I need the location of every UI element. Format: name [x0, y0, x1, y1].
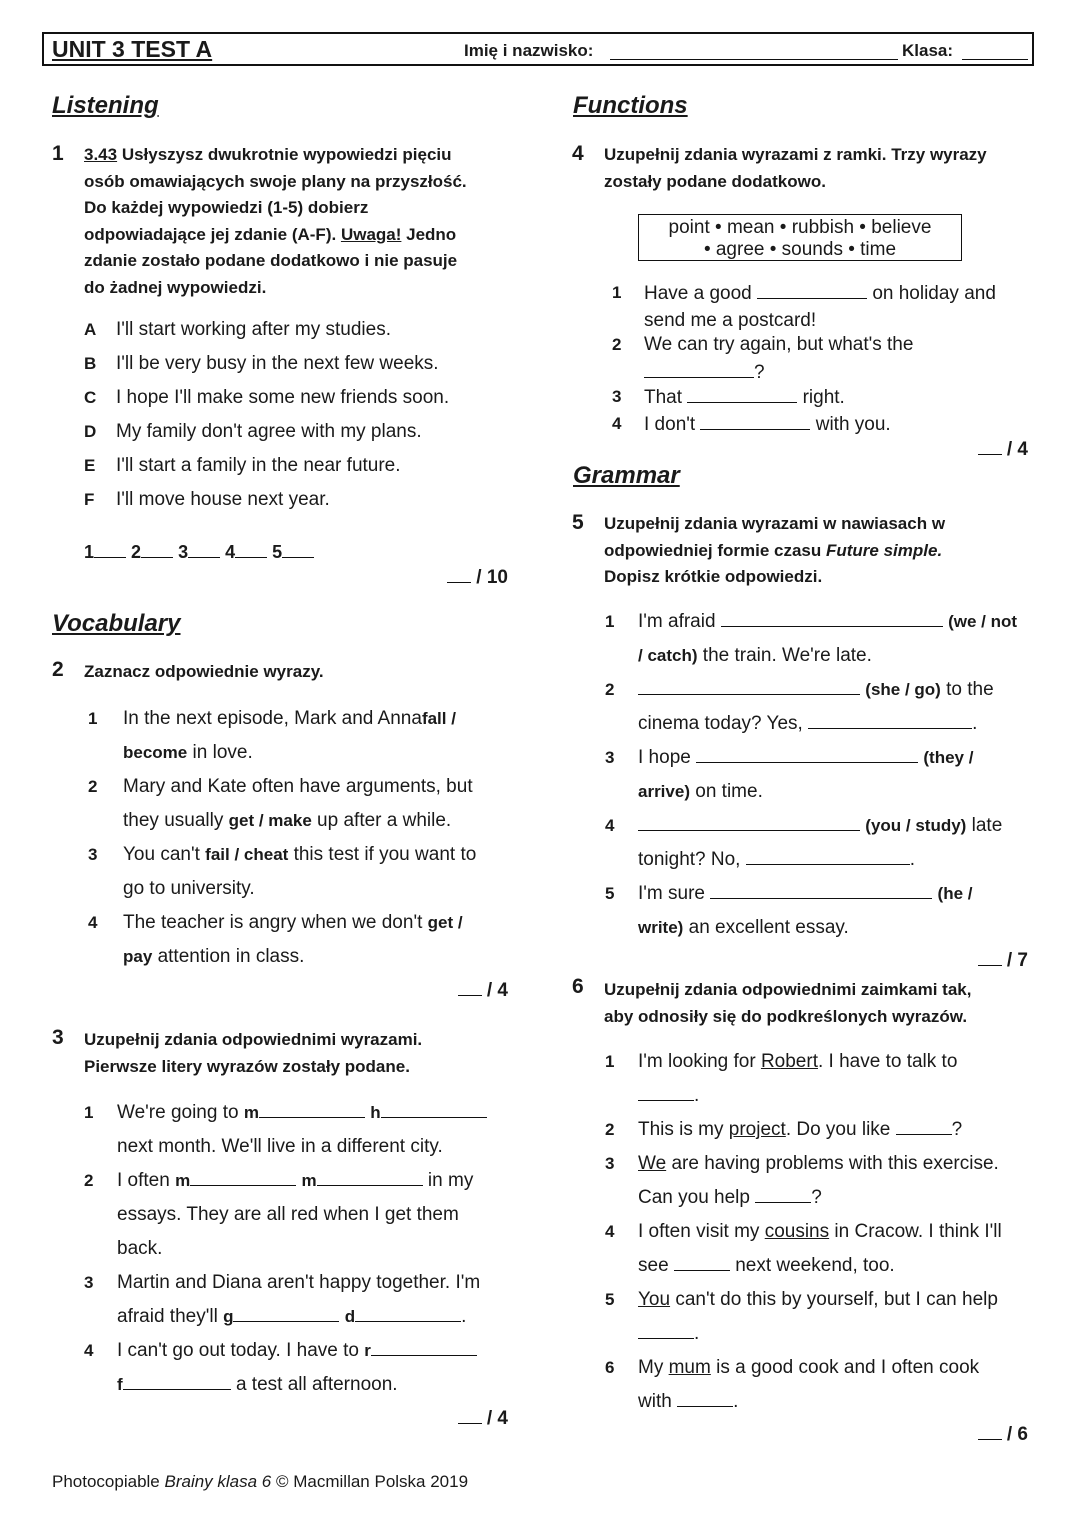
ex6-item-6	[605, 1351, 1035, 1419]
item-text: is a good cook and I often cook	[710, 1357, 980, 1378]
option-letter: F	[84, 490, 95, 509]
item-text: the train. We're late.	[697, 645, 872, 666]
option-letter: A	[84, 320, 97, 339]
item-num: 3	[612, 387, 622, 406]
first-letter: m	[175, 1171, 191, 1190]
exercise-1-instruction	[84, 142, 514, 301]
ex6-item-3	[605, 1147, 1035, 1215]
listening-options	[84, 313, 524, 517]
item-text: Can you help	[638, 1187, 750, 1208]
item-text: .	[972, 713, 978, 734]
instr-text: Uzupełnij zdania wyrazami z ramki. Trzy wyrazy	[604, 145, 987, 164]
first-letter: f	[117, 1375, 123, 1394]
instr-text: Dopisz krótkie odpowiedzi.	[604, 567, 823, 586]
item-num: 6	[605, 1358, 615, 1377]
word-blank[interactable]	[190, 1167, 296, 1186]
pronoun-blank[interactable]	[674, 1252, 730, 1271]
score-total: / 10	[476, 567, 508, 588]
underlined-word: We	[638, 1153, 667, 1174]
exercise-5-number: 5	[572, 511, 584, 534]
option-text: My family don't agree with my plans.	[116, 421, 422, 442]
item-text: That	[644, 387, 683, 408]
tense-name: Future simple.	[825, 540, 943, 560]
item-text: I'm looking for	[638, 1051, 761, 1072]
option-f	[84, 483, 524, 517]
word-choice[interactable]: get / make	[228, 811, 312, 830]
item-text: in my	[427, 1170, 474, 1191]
score-blank[interactable]	[458, 1407, 482, 1424]
ex5-item-3	[605, 741, 1035, 809]
item-text: I hope	[638, 747, 691, 768]
item-text: up after a while.	[311, 810, 452, 831]
first-letter: m	[301, 1171, 317, 1190]
exercise-4-instruction	[604, 142, 1044, 195]
footer-text: © Macmillan Polska 2019	[271, 1472, 469, 1491]
answer-row	[84, 535, 314, 569]
ex6-item-2	[605, 1113, 1035, 1147]
item-text: in Cracow. I think I'll	[829, 1221, 1002, 1242]
instr-text: Uzupełnij zdania odpowiednimi zaimkami tak,	[604, 980, 972, 999]
answer-blank[interactable]	[235, 539, 267, 558]
exercise-5-items	[605, 605, 1035, 945]
item-num: 3	[605, 1154, 615, 1173]
option-letter: B	[84, 354, 97, 373]
pronoun-blank[interactable]	[638, 1320, 694, 1339]
item-text: attention in class.	[152, 946, 305, 967]
verb-hint: (she / go)	[865, 680, 941, 699]
answer-num: 1	[84, 542, 95, 562]
score-blank[interactable]	[458, 979, 482, 996]
item-text: This is my	[638, 1119, 729, 1140]
score-ex2	[400, 979, 508, 1002]
item-num: 5	[605, 884, 615, 903]
instr-text: Jedno	[401, 224, 457, 244]
exercise-2-items	[88, 702, 518, 974]
exercise-3-number: 3	[52, 1026, 64, 1049]
answer-blank[interactable]	[141, 539, 173, 558]
short-answer-blank[interactable]	[746, 846, 910, 865]
item-text: late	[966, 815, 1003, 836]
ex3-item-4	[84, 1334, 524, 1402]
word-blank[interactable]	[317, 1167, 423, 1186]
item-num: 3	[84, 1273, 94, 1292]
item-text: next weekend, too.	[735, 1255, 895, 1276]
item-text: The teacher is angry when we don't	[123, 912, 428, 933]
answer-blank[interactable]	[638, 812, 860, 831]
item-text: on time.	[689, 781, 763, 802]
pronoun-blank[interactable]	[677, 1388, 733, 1407]
vocabulary-title: Vocabulary	[52, 610, 181, 637]
word-box	[638, 214, 962, 261]
item-text: on holiday and	[872, 283, 996, 304]
item-text: We can try again, but what's the	[644, 334, 914, 355]
item-num: 2	[605, 1120, 615, 1139]
item-text: I don't	[644, 413, 696, 435]
first-letter: h	[370, 1103, 381, 1122]
score-blank[interactable]	[978, 1423, 1002, 1440]
exercise-5-instruction	[604, 511, 1044, 591]
score-total: / 4	[486, 980, 508, 1001]
word-box-line: point • mean • rubbish • believe	[668, 217, 932, 238]
exercise-6-number: 6	[572, 975, 584, 998]
verb-hint: (we / not	[948, 612, 1018, 631]
option-e	[84, 449, 524, 483]
word-choice[interactable]: get /	[427, 913, 463, 932]
ex4-item-1	[612, 280, 1042, 332]
pronoun-blank[interactable]	[638, 1082, 694, 1101]
item-text: ?	[754, 361, 765, 383]
answer-blank[interactable]	[710, 880, 932, 899]
item-text: send me a postcard!	[644, 309, 817, 331]
item-text: .	[694, 1085, 700, 1106]
score-total: / 4	[486, 1408, 508, 1429]
option-letter: E	[84, 456, 96, 475]
item-text: see	[638, 1255, 669, 1276]
item-text: .	[733, 1391, 739, 1412]
test-title: UNIT 3 TEST A	[52, 36, 213, 62]
item-text: with you.	[815, 413, 891, 435]
item-text: . Do you like	[785, 1119, 891, 1140]
item-text: next month. We'll live in a different city.	[117, 1136, 443, 1157]
ex4-item-2	[612, 332, 1042, 384]
score-blank[interactable]	[978, 438, 1002, 455]
option-b	[84, 347, 524, 381]
instr-text: osób omawiających swoje plany na przyszłość.	[84, 171, 467, 191]
item-num: 4	[88, 913, 98, 932]
answer-blank[interactable]	[282, 539, 314, 558]
item-num: 4	[612, 413, 622, 433]
item-text: ?	[951, 1119, 963, 1140]
item-num: 4	[605, 1222, 615, 1241]
listening-title: Listening	[52, 92, 159, 119]
option-a	[84, 313, 524, 347]
item-text: ?	[811, 1187, 822, 1208]
item-text: tonight? No,	[638, 849, 741, 870]
ex2-item-1	[88, 702, 518, 770]
ex2-item-4	[88, 906, 518, 974]
item-num: 2	[612, 335, 622, 354]
ex3-item-3	[84, 1266, 524, 1334]
exercise-4-number: 4	[572, 142, 584, 165]
instr-text: aby odnosiły się do podkreślonych wyrazów.	[604, 1006, 968, 1026]
option-c	[84, 381, 524, 415]
verb-hint: arrive)	[638, 782, 690, 801]
item-num: 4	[84, 1341, 94, 1360]
instr-text: do żadnej wypowiedzi.	[84, 277, 267, 297]
verb-hint: (you / study)	[865, 816, 967, 835]
option-text: I'll be very busy in the next few weeks.	[116, 353, 439, 374]
item-text: Mary and Kate often have arguments, but	[123, 776, 473, 797]
word-blank[interactable]	[381, 1099, 487, 1118]
item-text: back.	[117, 1238, 163, 1259]
score-total: / 6	[1006, 1424, 1028, 1445]
item-text: You can't	[123, 844, 206, 865]
instr-text: odpowiedniej formie czasu	[604, 540, 826, 560]
track-number: 3.43	[84, 145, 118, 164]
ex5-item-1	[605, 605, 1035, 673]
item-num: 3	[88, 845, 98, 864]
name-label: Imię i nazwisko:	[464, 41, 594, 60]
item-text: In the next episode, Mark and Anna	[123, 708, 422, 729]
answer-num: 5	[272, 542, 283, 562]
answer-num: 3	[178, 542, 189, 562]
instr-text: Uzupełnij zdania wyrazami w nawiasach w	[604, 514, 946, 533]
word-choice[interactable]: fall /	[421, 709, 456, 728]
ex4-item-4	[612, 411, 1042, 438]
ex6-item-1	[605, 1045, 1035, 1113]
verb-hint: / catch)	[638, 646, 698, 665]
answer-blank[interactable]	[94, 539, 126, 558]
ex3-item-2	[84, 1164, 524, 1266]
item-text: I'm sure	[638, 883, 705, 904]
item-num: 1	[88, 709, 98, 728]
item-text: I often	[117, 1170, 176, 1191]
word-choice[interactable]: pay	[123, 947, 153, 966]
first-letter: m	[243, 1103, 259, 1122]
pronoun-blank[interactable]	[755, 1184, 811, 1203]
item-text: can't do this by yourself, but I can help	[670, 1289, 998, 1310]
item-text: Martin and Diana aren't happy together. I'm	[117, 1272, 481, 1293]
word-blank[interactable]	[123, 1371, 231, 1390]
score-ex4	[920, 438, 1028, 461]
option-letter: C	[84, 388, 97, 407]
item-text: .	[694, 1323, 700, 1344]
exercise-2-instruction: Zaznacz odpowiednie wyrazy.	[84, 662, 324, 681]
option-letter: D	[84, 422, 97, 441]
ex2-item-3	[88, 838, 518, 906]
instr-text: Pierwsze litery wyrazów zostały podane.	[84, 1056, 410, 1076]
underlined-word: You	[638, 1289, 671, 1310]
item-text: essays. They are all red when I get them	[117, 1204, 459, 1225]
option-text: I'll start working after my studies.	[116, 319, 391, 340]
score-total: / 7	[1006, 950, 1028, 971]
exercise-2-number: 2	[52, 658, 64, 681]
ex2-item-2	[88, 770, 518, 838]
answer-num: 2	[131, 542, 142, 562]
option-text: I hope I'll make some new friends soon.	[116, 387, 450, 408]
first-letter: g	[223, 1307, 234, 1326]
item-text: My	[638, 1357, 669, 1378]
item-num: 5	[605, 1290, 615, 1309]
exercise-6-items	[605, 1045, 1035, 1419]
answer-blank[interactable]	[644, 359, 754, 378]
option-text: I'll move house next year.	[116, 489, 330, 510]
answer-blank[interactable]	[721, 608, 943, 627]
class-field[interactable]	[962, 39, 1028, 60]
item-text: .	[461, 1306, 467, 1327]
ex6-item-5	[605, 1283, 1035, 1351]
item-num: 1	[84, 1103, 94, 1122]
name-field[interactable]	[610, 39, 898, 60]
answer-blank[interactable]	[757, 280, 867, 299]
underlined-word: Robert	[760, 1051, 818, 1072]
item-num: 1	[612, 283, 622, 302]
item-text: I often visit my	[638, 1221, 765, 1242]
underlined-word: cousins	[764, 1221, 830, 1242]
word-choice[interactable]: become	[123, 743, 188, 762]
item-text: a test all afternoon.	[235, 1374, 398, 1395]
instr-text: odpowiadające jej zdanie (A-F).	[84, 224, 341, 244]
verb-hint: write)	[638, 918, 684, 937]
first-letter: d	[344, 1307, 356, 1326]
item-text: go to university.	[123, 878, 255, 899]
book-title: Brainy klasa 6	[164, 1472, 272, 1491]
ex6-item-4	[605, 1215, 1035, 1283]
short-answer-blank[interactable]	[808, 710, 972, 729]
option-text: I'll start a family in the near future.	[116, 455, 401, 476]
item-text: .	[909, 849, 916, 870]
item-text: an excellent essay.	[683, 917, 849, 938]
functions-title: Functions	[573, 92, 688, 119]
answer-blank[interactable]	[696, 744, 918, 763]
item-text: are having problems with this exercise.	[666, 1153, 999, 1174]
item-num: 2	[605, 680, 615, 699]
instr-text: Do każdej wypowiedzi (1-5) dobierz	[84, 198, 369, 217]
grammar-title: Grammar	[573, 462, 680, 489]
score-total: / 4	[1006, 439, 1028, 460]
exercise-4-items	[612, 280, 1042, 437]
item-text: We're going to	[117, 1102, 244, 1123]
score-ex6	[920, 1423, 1028, 1446]
item-text: in love.	[187, 742, 253, 763]
answer-num: 4	[225, 542, 236, 562]
first-letter: r	[364, 1341, 371, 1360]
ex5-item-2	[605, 673, 1035, 741]
item-num: 1	[605, 612, 615, 631]
item-num: 3	[605, 748, 615, 767]
word-box-line: • agree • sounds • time	[703, 239, 897, 260]
answer-blank[interactable]	[638, 676, 860, 695]
exercise-6-instruction	[604, 977, 1044, 1030]
word-blank[interactable]	[371, 1337, 477, 1356]
footer	[52, 1472, 468, 1492]
class-label: Klasa:	[902, 41, 954, 60]
pronoun-blank[interactable]	[896, 1116, 952, 1135]
word-blank[interactable]	[233, 1303, 339, 1322]
score-blank[interactable]	[447, 566, 471, 583]
instr-text: zdanie zostało podane dodatkowo i nie pasuje	[84, 251, 458, 270]
instr-text: Usłyszysz dwukrotnie wypowiedzi pięciu	[117, 145, 452, 164]
instr-text: zostały podane dodatkowo.	[604, 171, 826, 191]
word-blank[interactable]	[355, 1303, 461, 1322]
item-text: afraid they'll	[117, 1306, 224, 1327]
item-num: 2	[84, 1171, 94, 1190]
item-text: this test if you want to	[288, 844, 477, 865]
answer-blank[interactable]	[700, 411, 810, 430]
item-text: cinema today? Yes,	[638, 713, 803, 734]
exercise-3-instruction	[84, 1027, 504, 1080]
verb-hint: (he /	[937, 884, 973, 903]
footer-text: Photocopiable	[52, 1472, 165, 1491]
ex5-item-5	[605, 877, 1035, 945]
item-text: Have a good	[644, 283, 752, 304]
score-ex1	[400, 566, 508, 589]
word-blank[interactable]	[259, 1099, 365, 1118]
item-text: right.	[802, 387, 845, 408]
score-ex5	[920, 949, 1028, 972]
score-ex3	[400, 1407, 508, 1430]
item-text: they usually	[123, 810, 229, 831]
ex5-item-4	[605, 809, 1035, 877]
item-text: . I have to talk to	[817, 1051, 958, 1072]
verb-hint: (they /	[923, 748, 974, 767]
item-num: 4	[605, 816, 615, 835]
item-text: I can't go out today. I have to	[117, 1340, 365, 1361]
header-box	[42, 32, 1034, 66]
ex3-item-1	[84, 1096, 524, 1164]
warning-text: Uwaga!	[340, 224, 402, 244]
option-d	[84, 415, 524, 449]
underlined-word: mum	[668, 1357, 711, 1378]
item-num: 1	[605, 1052, 615, 1071]
underlined-word: project	[728, 1119, 786, 1140]
exercise-3-items	[84, 1096, 524, 1402]
exercise-1-number: 1	[52, 142, 64, 165]
score-blank[interactable]	[978, 949, 1002, 966]
answer-blank[interactable]	[188, 539, 220, 558]
item-text: to the	[940, 679, 994, 700]
word-choice[interactable]: fail / cheat	[205, 845, 289, 864]
item-num: 2	[88, 777, 98, 796]
instr-text: Uzupełnij zdania odpowiednimi wyrazami.	[84, 1030, 423, 1049]
ex4-item-3	[612, 384, 1042, 411]
item-text: I'm afraid	[638, 611, 716, 632]
answer-blank[interactable]	[687, 384, 797, 403]
item-text: with	[638, 1391, 672, 1412]
